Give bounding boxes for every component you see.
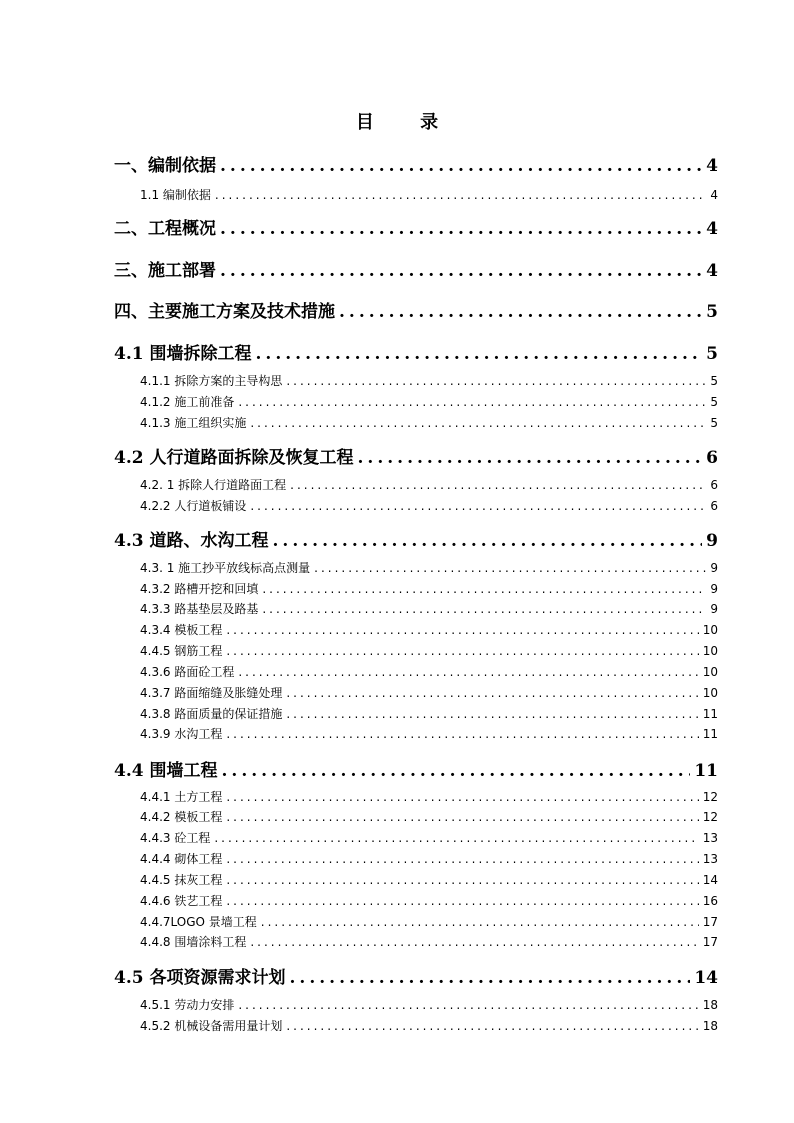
toc-leader-dots	[250, 499, 706, 513]
toc-entry[interactable]	[140, 372, 718, 389]
toc-entry-page: 5	[706, 344, 718, 364]
toc-entry-page: 10	[702, 623, 718, 637]
toc-entry[interactable]	[140, 580, 718, 597]
toc-entry-page: 5	[710, 416, 718, 430]
toc-leader-dots	[290, 478, 706, 492]
toc-entry-page: 5	[710, 374, 718, 388]
toc-leader-dots	[286, 1019, 698, 1033]
toc-leader-dots	[214, 831, 698, 845]
toc-leader-dots	[222, 761, 691, 781]
toc-entry-page: 10	[702, 644, 718, 658]
toc-entry-label: 4.3.4 模板工程	[140, 623, 223, 637]
toc-entry-label: 4.3.6 路面砼工程	[140, 665, 235, 679]
toc-leader-dots	[314, 561, 706, 575]
toc-entry-page: 5	[710, 395, 718, 409]
toc-entry-label: 二、工程概况	[114, 219, 216, 239]
toc-entry-page: 17	[702, 935, 718, 949]
toc-entry-label: 4.3 道路、水沟工程	[114, 531, 269, 551]
toc-leader-dots	[215, 188, 706, 202]
toc-entry-label: 4.3. 1 施工抄平放线标高点测量	[140, 561, 311, 575]
toc-entry-label: 4.4.8 围墙涂料工程	[140, 935, 247, 949]
toc-entry-page: 11	[702, 727, 718, 741]
toc-entry[interactable]	[114, 256, 718, 281]
toc-leader-dots	[226, 810, 698, 824]
toc-entry[interactable]	[114, 526, 718, 551]
toc-entry[interactable]	[140, 1017, 718, 1034]
toc-leader-dots	[262, 582, 706, 596]
toc-entry[interactable]	[114, 443, 718, 468]
toc-entry-page: 4	[706, 156, 718, 176]
toc-leader-dots	[220, 219, 702, 239]
toc-entry[interactable]	[140, 600, 718, 617]
toc-entry-label: 4.4.3 砼工程	[140, 831, 211, 845]
toc-entry-label: 一、编制依据	[114, 156, 216, 176]
toc-entry-label: 4.5.1 劳动力安排	[140, 998, 235, 1012]
toc-entry[interactable]	[114, 151, 718, 176]
toc-entry-page: 12	[702, 810, 718, 824]
toc-entry-label: 4.5.2 机械设备需用量计划	[140, 1019, 283, 1033]
toc-entry-label: 4.2 人行道路面拆除及恢复工程	[114, 448, 354, 468]
toc-entry-label: 4.3.3 路基垫层及路基	[140, 602, 259, 616]
toc-entry-label: 四、主要施工方案及技术措施	[114, 302, 335, 322]
toc-leader-dots	[286, 707, 698, 721]
toc-leader-dots	[226, 644, 698, 658]
toc-entry[interactable]	[140, 663, 718, 680]
toc-title: 目 录	[355, 112, 459, 133]
toc-entry-page: 13	[702, 852, 718, 866]
toc-entry-page: 17	[702, 915, 718, 929]
toc-entry-page: 4	[706, 219, 718, 239]
toc-leader-dots	[261, 915, 699, 929]
toc-entry-page: 10	[702, 686, 718, 700]
toc-leader-dots	[220, 261, 702, 281]
toc-entry[interactable]	[140, 996, 718, 1013]
toc-entry-label: 4.2.2 人行道板铺设	[140, 499, 247, 513]
toc-entry-label: 4.4.2 模板工程	[140, 810, 223, 824]
toc-entry-page: 18	[702, 998, 718, 1012]
toc-leader-dots	[250, 416, 706, 430]
toc-entry-label: 4.4 围墙工程	[114, 761, 218, 781]
toc-leader-dots	[220, 156, 702, 176]
toc-leader-dots	[226, 852, 698, 866]
toc-entry-page: 16	[702, 894, 718, 908]
toc-leader-dots	[339, 302, 702, 322]
toc-leader-dots	[226, 873, 698, 887]
toc-entry-page: 9	[710, 582, 718, 596]
toc-entry-label: 4.1.3 施工组织实施	[140, 416, 247, 430]
toc-entry-label: 三、施工部署	[114, 261, 216, 281]
toc-entry[interactable]	[114, 214, 718, 239]
toc-entry-page: 11	[694, 761, 718, 781]
toc-entry[interactable]	[140, 497, 718, 514]
toc-entry[interactable]	[140, 725, 718, 742]
toc-leader-dots	[226, 790, 698, 804]
toc-leader-dots	[226, 894, 698, 908]
toc-entry[interactable]	[140, 788, 718, 805]
toc-entry[interactable]	[114, 756, 718, 781]
toc-entry[interactable]	[140, 621, 718, 638]
toc-entry-label: 4.1.1 拆除方案的主导构思	[140, 374, 283, 388]
toc-leader-dots	[238, 998, 698, 1012]
toc-entry-page: 18	[702, 1019, 718, 1033]
toc-leader-dots	[226, 727, 698, 741]
toc-leader-dots	[290, 968, 691, 988]
toc-entry[interactable]	[140, 850, 718, 867]
toc-entry[interactable]	[140, 913, 718, 930]
toc-leader-dots	[238, 665, 698, 679]
toc-entry[interactable]	[140, 829, 718, 846]
toc-entry-label: 4.5 各项资源需求计划	[114, 968, 286, 988]
toc-leader-dots	[286, 686, 698, 700]
toc-entry[interactable]	[140, 933, 718, 950]
toc-entry[interactable]	[140, 642, 718, 659]
toc-entry-page: 9	[710, 561, 718, 575]
toc-leader-dots	[262, 602, 706, 616]
toc-entry-label: 4.4.6 铁艺工程	[140, 894, 223, 908]
toc-leader-dots	[273, 531, 703, 551]
toc-entry[interactable]	[140, 871, 718, 888]
toc-entry-page: 9	[710, 602, 718, 616]
toc-entry-page: 6	[706, 448, 718, 468]
toc-entry-page: 4	[706, 261, 718, 281]
toc-entry-label: 4.4.7LOGO 景墙工程	[140, 915, 257, 929]
toc-leader-dots	[250, 935, 698, 949]
toc-entry-label: 4.3.8 路面质量的保证措施	[140, 707, 283, 721]
toc-entry-page: 4	[710, 188, 718, 202]
toc-entry-label: 1.1 编制依据	[140, 188, 211, 202]
toc-entry-label: 4.3.9 水沟工程	[140, 727, 223, 741]
toc-entry[interactable]	[140, 684, 718, 701]
toc-entry-page: 10	[702, 665, 718, 679]
toc-entry-page: 14	[694, 968, 718, 988]
toc-entry-label: 4.3.2 路槽开挖和回填	[140, 582, 259, 596]
toc-entry-label: 4.4.5 钢筋工程	[140, 644, 223, 658]
toc-entry-label: 4.4.1 土方工程	[140, 790, 223, 804]
toc-entry-page: 6	[710, 499, 718, 513]
toc-entry[interactable]	[114, 339, 718, 364]
toc-entry[interactable]	[140, 414, 718, 431]
toc-entry[interactable]	[114, 963, 718, 988]
toc-entry[interactable]	[114, 297, 718, 322]
toc-entry[interactable]	[140, 892, 718, 909]
toc-leader-dots	[286, 374, 706, 388]
toc-entry[interactable]	[140, 808, 718, 825]
toc-leader-dots	[358, 448, 703, 468]
toc-entry[interactable]	[140, 705, 718, 722]
toc-entry-page: 14	[702, 873, 718, 887]
toc-entry[interactable]	[140, 476, 718, 493]
toc-leader-dots	[238, 395, 706, 409]
toc-leader-dots	[226, 623, 698, 637]
toc-entry-page: 9	[706, 531, 718, 551]
toc-leader-dots	[256, 344, 703, 364]
toc-entry-label: 4.4.5 抹灰工程	[140, 873, 223, 887]
toc-entry-label: 4.2. 1 拆除人行道路面工程	[140, 478, 287, 492]
toc-entry[interactable]	[140, 393, 718, 410]
toc-entry-label: 4.4.4 砌体工程	[140, 852, 223, 866]
toc-entry-page: 5	[706, 302, 718, 322]
toc-entry-page: 12	[702, 790, 718, 804]
toc-entry-label: 4.1.2 施工前准备	[140, 395, 235, 409]
toc-entry-page: 11	[702, 707, 718, 721]
toc-entry-page: 6	[710, 478, 718, 492]
toc-entry-label: 4.1 围墙拆除工程	[114, 344, 252, 364]
toc-entry-label: 4.3.7 路面缩缝及胀缝处理	[140, 686, 283, 700]
toc-entry[interactable]	[140, 559, 718, 576]
toc-entry-page: 13	[702, 831, 718, 845]
toc-entry[interactable]	[140, 186, 718, 203]
